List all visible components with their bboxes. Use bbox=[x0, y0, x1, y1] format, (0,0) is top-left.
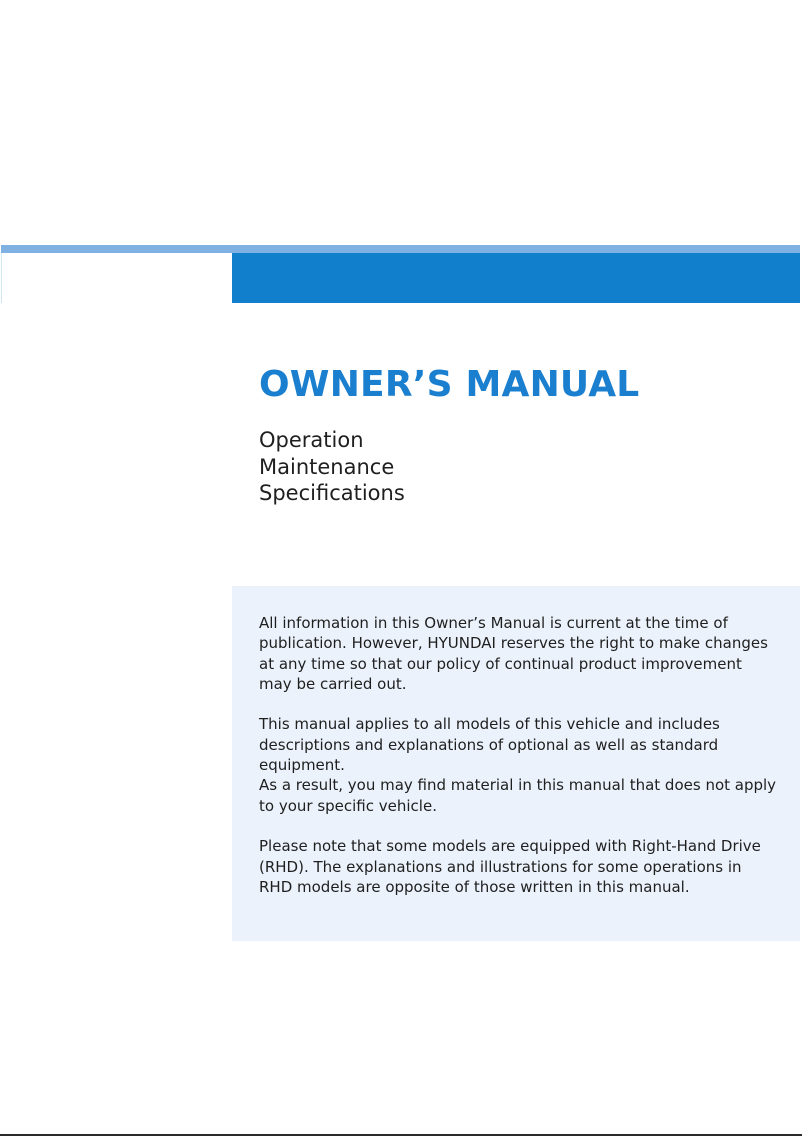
notice-paragraph: All information in this Owner’s Manual is current at the time of publication. However, HYUNDAI reserves the right to make changes at any time so that our policy of continual product improvement may be carried out. bbox=[259, 614, 768, 693]
subtitle-operation: Operation bbox=[259, 428, 364, 452]
band-edge bbox=[1, 253, 2, 303]
notice-box bbox=[232, 586, 800, 941]
page-title: OWNER’S MANUAL bbox=[259, 364, 640, 405]
subtitle-list bbox=[259, 427, 405, 507]
header-dark-band bbox=[232, 253, 800, 303]
subtitle-specifications: Specifications bbox=[259, 481, 405, 505]
notice-paragraph: This manual applies to all models of this vehicle and includes descriptions and explanations of optional as well as standard equipment. bbox=[259, 715, 720, 775]
notice-paragraph: Please note that some models are equipped with Right-Hand Drive (RHD). The explanations and illustrations for some operations in RHD models are opposite of those written in this manual. bbox=[259, 837, 761, 896]
header-light-band bbox=[1, 245, 800, 253]
notice-paragraph: As a result, you may find material in this manual that does not apply to your specific vehicle. bbox=[259, 776, 777, 815]
subtitle-maintenance: Maintenance bbox=[259, 454, 395, 479]
